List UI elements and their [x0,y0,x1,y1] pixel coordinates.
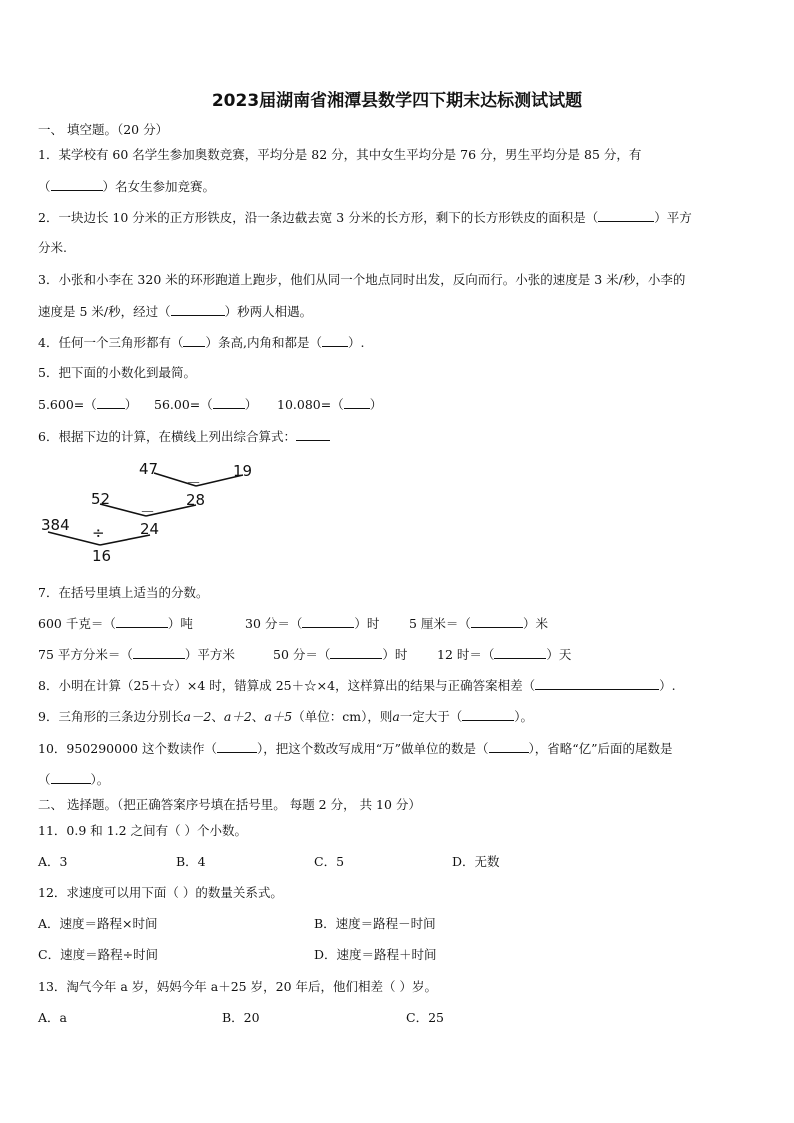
question-12-text: 12．求速度可以用下面（ ）的数量关系式。 [38,885,283,900]
question-7-row-1-item-1 [38,615,193,632]
question-7-r1-i1-unit: ）吨 [167,616,193,631]
question-3-suffix: ）秒两人相遇。 [224,304,313,319]
question-2-line-2: 分米. [38,240,67,255]
question-4-text-c: ）. [347,335,365,350]
question-5-item-2-blank[interactable] [213,396,245,409]
question-2-line-1 [38,209,692,226]
question-7-row-2-item-3 [437,646,571,663]
question-11-option-d[interactable]: D．无数 [452,854,500,869]
question-5-item-1-text: 5.600=（ [38,397,97,412]
question-7-r1-i3-unit: ）米 [522,616,548,631]
question-13-option-b[interactable]: B．20 [222,1010,260,1025]
question-13-option-c[interactable]: C．25 [406,1010,444,1025]
question-8 [38,677,676,694]
question-1-answer-blank[interactable] [51,178,103,191]
question-9-side-1: a－2 [183,709,212,724]
question-7-r2-i1-blank[interactable] [133,646,185,659]
number-16: 16 [92,547,112,565]
question-13-text: 13．淘气今年 a 岁，妈妈今年 a＋25 岁，20 年后，他们相差（ ）岁。 [38,979,437,994]
question-10-text-b: ），把这个数改写成用“万”做单位的数是（ [256,741,489,756]
question-1-suffix: ）名女生参加竞赛。 [102,179,216,194]
question-4-blank-angle-sum[interactable] [322,334,348,347]
question-7-r2-i1-unit: ）平方米 [184,647,235,662]
number-28: 28 [186,491,206,509]
question-10-line-1 [38,740,673,757]
question-9-close: ）。 [514,709,534,724]
question-3-line-2 [38,303,312,320]
question-9-separator-2: 、 [251,709,265,724]
question-7-r1-i2-text: 30 分＝（ [245,616,303,631]
question-1-line-2 [38,178,215,195]
question-9-answer-blank[interactable] [462,708,514,721]
question-7-r2-i1-text: 75 平方分米＝（ [38,647,133,662]
question-2-answer-blank[interactable] [598,209,654,222]
question-10-line-2 [38,771,109,788]
question-12-option-a[interactable]: A．速度＝路程×时间 [38,916,158,931]
question-5-item-3 [277,396,382,413]
question-7-r1-i2-unit: ）时 [354,616,380,631]
question-7-r2-i2-unit: ）时 [382,647,408,662]
question-9-unit-text: （单位：cm），则 [292,709,393,724]
question-7-row-2-item-1 [38,646,235,663]
question-7-r2-i3-text: 12 时＝（ [437,647,495,662]
question-7-row-1-item-2 [245,615,379,632]
question-8-answer-blank[interactable] [535,677,659,690]
question-5-item-2-text: 56.00=（ [154,397,213,412]
question-7-r2-i2-blank[interactable] [330,646,382,659]
question-7-r2-i2-text: 50 分＝（ [273,647,331,662]
question-5-item-1 [38,396,137,413]
question-5-item-1-blank[interactable] [97,396,125,409]
question-3-answer-blank[interactable] [171,303,225,316]
question-10-blank-yi[interactable] [51,771,91,784]
section-fill-in-heading: 一、 填空题。（20 分） [38,122,169,137]
question-8-close: ）. [659,678,676,693]
question-9-condition: 一定大于（ [399,709,463,724]
question-4-blank-heights[interactable] [183,334,205,347]
question-11-option-c[interactable]: C．5 [314,854,345,869]
question-3-text: 速度是 5 米/秒，经过（ [38,304,171,319]
question-6-prompt: 6．根据下边的计算，在横线上列出综合算式： [38,429,296,444]
division-sign: ÷ [92,524,105,542]
question-9-variable-a: a [392,709,400,724]
question-5-item-2-close: ） [244,397,258,412]
question-1-line-1: 1．某学校有 60 名学生参加奥数竞赛，平均分是 82 分，其中女生平均分是 76 分，男生平均分是 85 分，有 [38,147,642,162]
question-5-item-3-blank[interactable] [344,396,370,409]
question-10-blank-read[interactable] [217,740,257,753]
question-1-paren-open: （ [38,179,51,194]
question-8-text: 8．小明在计算（25＋☆）×4 时，错算成 25＋☆×4，这样算出的结果与正确答案相差（ [38,678,536,693]
question-7-r1-i1-text: 600 千克＝（ [38,616,116,631]
calculation-tree-diagram [36,456,266,570]
section-choice-heading: 二、 选择题。（把正确答案序号填在括号里。 每题 2 分， 共 10 分） [38,797,421,812]
question-7-r1-i3-text: 5 厘米＝（ [409,616,471,631]
minus-sign-2: － [140,503,156,521]
question-5-item-3-text: 10.080=（ [277,397,344,412]
question-9-side-3: a＋5 [264,709,293,724]
question-5-text: 5．把下面的小数化到最简。 [38,365,196,380]
question-10-text-a: 10．950290000 这个数读作（ [38,741,217,756]
question-13-option-a[interactable]: A．a [38,1010,67,1025]
question-10-blank-wan[interactable] [489,740,529,753]
question-9-separator-1: 、 [211,709,224,724]
question-9-text: 9．三角形的三条边分别长 [38,709,184,724]
question-3-line-1: 3．小张和小李在 320 米的环形跑道上跑步，他们从同一个地点同时出发，反向而行。小张的速度是 3 米/秒，小李的 [38,272,686,287]
question-10-close: ）。 [90,772,110,787]
question-6-text [38,428,330,445]
number-47: 47 [139,460,159,478]
question-5-item-1-close: ） [124,397,138,412]
question-11-text: 11．0.9 和 1.2 之间有（ ）个小数。 [38,823,248,838]
question-12-option-d[interactable]: D．速度＝路程＋时间 [314,947,437,962]
question-9-side-2: a＋2 [223,709,252,724]
question-10-text-c: ），省略“亿”后面的尾数是 [528,741,673,756]
question-12-option-b[interactable]: B．速度＝路程－时间 [314,916,436,931]
question-4-text-b: ）条高,内角和都是（ [205,335,322,350]
question-2-text: 2．一块边长 10 分米的正方形铁皮，沿一条边截去宽 3 分米的长方形，剩下的长方形铁皮的面积是（ [38,210,599,225]
question-11-option-a[interactable]: A．3 [38,854,68,869]
question-7-text: 7．在括号里填上适当的分数。 [38,585,209,600]
page-title: 2023届湖南省湘潭县数学四下期末达标测试试题 [211,91,583,111]
question-5-item-3-close: ） [369,397,383,412]
question-6-answer-line[interactable] [296,428,330,441]
number-19: 19 [233,462,253,480]
question-7-r1-i1-blank[interactable] [116,615,168,628]
minus-sign-1: － [186,474,202,492]
question-11-option-b[interactable]: B．4 [176,854,206,869]
question-12-option-c[interactable]: C．速度＝路程÷时间 [38,947,159,962]
question-10-paren-open: （ [38,772,51,787]
question-7-r2-i3-blank[interactable] [494,646,546,659]
question-9 [38,708,533,725]
question-7-row-1-item-3 [409,615,548,632]
question-7-r2-i3-unit: ）天 [546,647,572,662]
question-4 [38,334,364,351]
question-7-row-2-item-2 [273,646,407,663]
question-5-item-2 [154,396,257,413]
question-7-r1-i2-blank[interactable] [302,615,354,628]
number-52: 52 [91,490,111,508]
question-4-text-a: 4．任何一个三角形都有（ [38,335,184,350]
number-24: 24 [140,520,160,538]
question-2-unit: ）平方 [654,210,692,225]
question-7-r1-i3-blank[interactable] [471,615,523,628]
number-384: 384 [41,516,70,534]
